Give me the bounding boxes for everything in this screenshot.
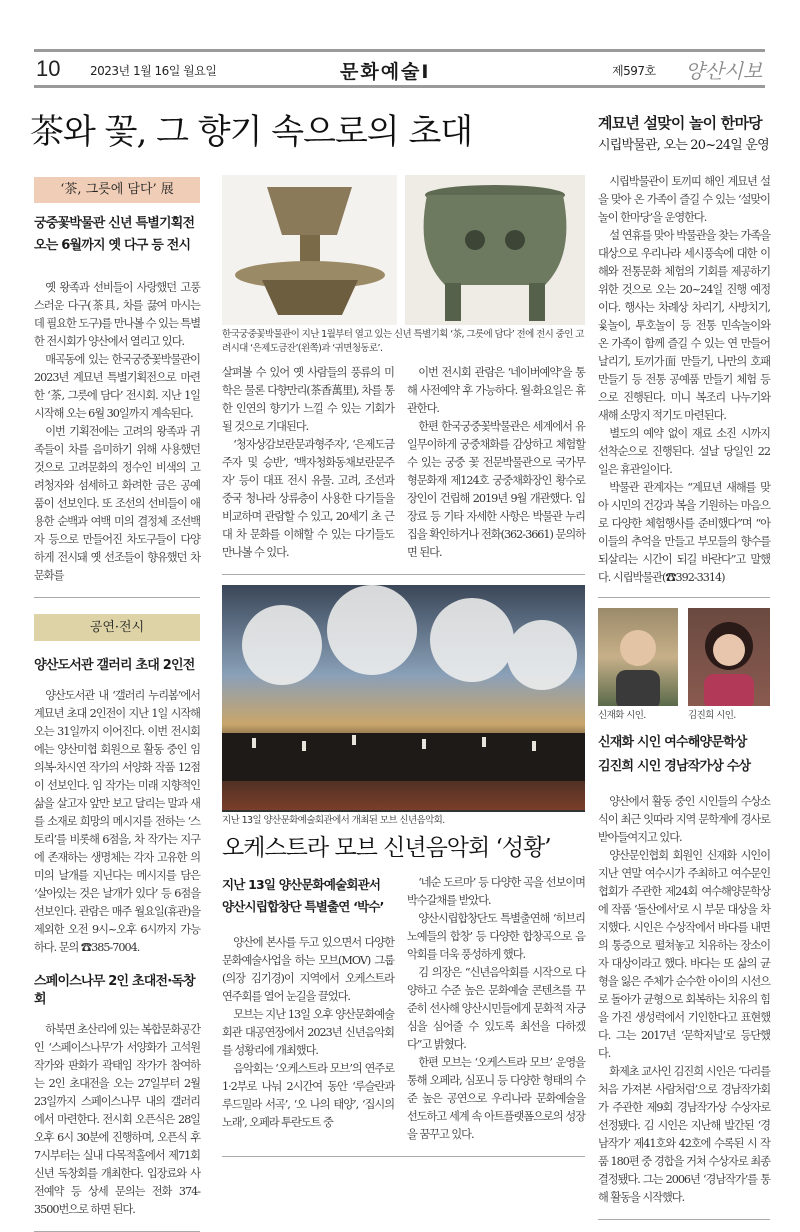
paragraph: 매곡동에 있는 한국궁중꽃박물관이 2023년 계묘년 특별기획전으로 마련한 ‘茶, 그릇에 담다’ 전시회. 지난 1일 시작해 오는 6월 30일까지 계속된다.	[34, 353, 200, 420]
paragraph: 옛 왕족과 선비들이 사랑했던 고풍스러운 다구(茶具, 차를 끓여 마시는 데 필요한 도구)를 만나볼 수 있는 특별한 전시회가 양산에서 열리고 있다.	[34, 281, 200, 348]
paragraph: 김 의장은 “신년음악회를 시작으로 다양하고 수준 높은 문화예술 콘텐츠를 꾸준히 선사해 양산시민들에게 문화적 자긍심을 심어줄 수 있도록 최선을 다하겠다”고 밝혔다.	[407, 966, 585, 1051]
page-number: 10	[36, 56, 61, 81]
section-label-exhibition: 공연·전시	[34, 614, 200, 641]
issue-number: 제597호	[612, 64, 656, 78]
poet-caption-right: 김진희 시인.	[688, 710, 736, 721]
lead-text-columns	[222, 364, 585, 562]
paragraph: 설 연휴를 맞아 박물관을 찾는 가족을 대상으로 우리나라 세시풍속에 대한 이해와 전통문화 체험의 기회를 제공하기 위한 것으로 오는 20~24일 진행 예정이다. 행사는 차례상 차리기, 사방치기, 윷놀이, 투호놀이 등 전통 민속놀이와 온 가족이 함께 즐길 수 있는 연 만들어 날리기, 토끼가面 만들기, 나만의 호패 만들기 등 전통 공예품 만들기 체험 등으로 진행된다. 미니 복조리 나누기와 새해 소망지 적기도 마련된다.	[598, 229, 770, 422]
lead-subtitle-line: 오는 6월까지 옛 다구 등 전시	[34, 238, 191, 253]
poet-photos	[598, 608, 770, 723]
poets-title	[598, 731, 770, 779]
right-column	[598, 112, 770, 1220]
paragraph: 살펴볼 수 있어 옛 사람들의 풍류의 미학은 물론 다향만리(茶香萬里), 차를 통한 인연의 향기가 느낄 수 있는 기회가 될 것으로 기대된다.	[222, 366, 394, 433]
seollal-body	[598, 173, 770, 587]
divider	[598, 597, 770, 598]
concert-photo	[222, 585, 585, 810]
paragraph: 시립박물관이 토끼띠 해인 계묘년 설을 맞아 온 가족이 즐길 수 있는 ‘설맞이 놀이 한마당’을 운영한다.	[598, 175, 770, 224]
paragraph: 이번 기획전에는 고려의 왕족과 귀족들이 차를 음미하기 위해 사용했던 것으로 고려문화의 정수인 비색의 고려청자와 섬세하고 화려한 금은 공예품이 선보인다. 또 조선의 선비들이 애용한 순백과 여백 미의 결정체 조선백자 등으로 만들어진 차도구들이 다양하게 전시돼 옛 선조들이 향유했던 차 문화를	[34, 425, 200, 582]
header-rule-top	[34, 49, 765, 52]
concert-left	[222, 874, 394, 1132]
paragraph: 한편 모브는 ‘오케스트라 모브’ 운영을 통해 오페라, 심포니 등 다양한 형태의 수준 높은 공연으로 우리나라 문화예술을 선도하고 세계 속 아트플랫폼으로의 성장을 꿈꾸고 있다.	[407, 1056, 585, 1141]
concert-title: 오케스트라 모브 신년음악회 ‘성황’	[222, 835, 551, 861]
paragraph: 양산도서관 내 ‘갤러리 누리봄’에서 계묘년 초대 2인전이 지난 1일 시작해 오는 31일까지 이어진다. 이번 전시회에는 양산미협 회원으로 활동 중인 임의복·차시연 작가의 서양화 작품 12점이 선보인다. 임 작가는 미래 지향적인 삶을 살고자 앞만 보고 달리는 말과 새를 소재로 희망의 메시지를 전하는 ‘스토리’를 비롯해 6점을, 차 작가는 지구에 존재하는 생명체는 각자 고유한 의미의 날개를 지닌다는 메시지를 담은 ‘살아있는 것은 날개가 있다’ 등 6점을 선보인다. 관람은 매주 월요일(휴관)을 제외한 오전 9시~오후 6시까지 가능하다. 문의 ☎385-7004.	[34, 689, 200, 954]
paragraph: 한편 한국궁중꽃박물관은 세계에서 유일무이하게 궁중채화를 감상하고 체험할 수 있는 궁중 꽃 전문박물관으로 국가무형문화재 제124호 궁중채화장인 황수로 장인이 건립해 2019년 9월 개관했다. 입장료 등 기타 자세한 사항은 박물관 누리집을 확인하거나 전화(362-3661) 문의하면 된다.	[407, 420, 585, 559]
lead-photo-caption: 한국궁중꽃박물관이 지난 1월부터 열고 있는 신년 특별기획 ‘茶, 그릇에 담다’ 전에 전시 중인 고려시대 ‘은제도금잔’(왼쪽)과 ‘귀면청동로’.	[222, 329, 584, 354]
header-rule-bottom	[34, 85, 765, 88]
poets-title-line: 신재화 시인 여수해양문학상	[598, 735, 747, 750]
concert-column-1	[222, 934, 394, 1132]
exhibit-title-1: 양산도서관 갤러리 초대 2인전	[34, 658, 195, 673]
paragraph: 화제초 교사인 김진희 시인은 ‘다리를 처음 가져본 사람처럼’으로 경남작가회가 주관한 제9회 경남작가상 수상자로 선정됐다. 김 시인은 지난해 발간된 ‘경남작가’ 제41호와 42호에 수록된 시 작품 180편 중 경합을 거쳐 수상자로 최종 결정됐다. 그는 2006년 ‘경남작가’를 통해 활동을 시작했다.	[598, 1065, 770, 1204]
middle-column	[222, 175, 585, 1157]
paragraph: ‘네순 도르마’ 등 다양한 곡을 선보이며 박수갈채를 받았다.	[407, 876, 585, 907]
paragraph: 하북면 초산리에 있는 복합문화공간인 ‘스페이스나무’가 서양화가 고석원 작가와 판화가 곽태임 작가가 참여하는 2인 초대전을 오는 27일부터 2월 23일까지 스페이스나무 내의 갤러리에서 마련한다. 전시회 오픈식은 28일 오후 6시 30분에 진행하며, 오픈식 후 7시부터는 실내 다목적홀에서 제71회 신년 독창회를 개최한다. 입장료와 사전예약 등 상세 문의는 전화 374-3500번으로 하면 된다.	[34, 1023, 200, 1216]
poet-kim	[688, 608, 770, 723]
section-name: 문화예술Ⅰ	[340, 61, 431, 83]
issue-date: 2023년 1월 16일 월요일	[90, 64, 217, 78]
concert-subtitle-line: 양산시립합창단 특별출연 ‘박수’	[222, 899, 384, 914]
lead-tag: ‘茶, 그릇에 담다’ 展	[34, 177, 200, 203]
paragraph: 양산문인협회 회원인 신재화 시인이 지난 연말 여수시가 주최하고 여수문인협회가 주관한 제24회 여수해양문학상에 작품 ‘돌산에서’로 시 부문 대상을 차지했다. 시인은 수상작에서 바다를 내면의 통증으로 펼쳐놓고 치유하는 장소이자 대상이라고 했다. 바다는 또 삶의 균형을 잃은 주체가 순수한 아이의 시선으로 돌아가 균형으로 회복하는 치유의 힘을 가진 생성력에서 기인한다고 표현했다. 그는 2017년 ‘문학저널’로 등단했다.	[598, 849, 770, 1060]
poet-shin	[598, 608, 678, 723]
exhibit-body-1	[34, 687, 200, 957]
paragraph: ‘청자상감보란문과형주자’, ‘은제도금주자 및 승반’, ‘백자청화동채보란문주자’ 등이 대표 전시 유물. 고려, 조선과 중국 청나라 상류층이 사용한 다기들을 비교하며 관람할 수 있고, 20세기 초 근대 차 문화를 이해할 수 있는 다기들도 만나볼 수 있다.	[222, 438, 394, 559]
lead-column-1	[34, 279, 200, 585]
exhibit-body-2	[34, 1021, 200, 1219]
poet-shin-photo	[598, 608, 678, 706]
lead-subtitle	[34, 213, 200, 257]
paragraph: 이번 전시회 관람은 ‘네이버예약’을 통해 사전예약 후 가능하다. 월·화요일은 휴관한다.	[407, 366, 585, 415]
incense-burner-image	[405, 175, 585, 325]
poet-kim-photo	[688, 608, 770, 706]
concert-text-columns	[222, 874, 585, 1144]
exhibit-title-2: 스페이스나무 2인 초대전·독창회	[34, 974, 195, 1007]
paragraph: 양산시립합창단도 특별출연해 ‘히브리 노예들의 합창’ 등 다양한 합창곡으로 음악회를 더욱 풍성하게 했다.	[407, 912, 585, 961]
concert-column-2	[407, 874, 585, 1144]
paragraph: 박물관 관계자는 “계묘년 새해를 맞아 시민의 건강과 복을 기원하는 마음으로 다양한 체험행사를 준비했다”며 “아이들의 추억을 만들고 부모들의 향수를 되살리는 시간이 되길 바란다”고 말했다. 시립박물관(☎392-3314)	[598, 481, 770, 584]
divider	[34, 597, 200, 598]
orchestra-image	[222, 585, 585, 810]
tea-cup-image	[222, 175, 397, 325]
masthead-logo: 양산시보	[685, 59, 763, 83]
poet-portrait	[688, 608, 770, 706]
poet-caption-left: 신재화 시인.	[598, 710, 646, 721]
seollal-subtitle: 시립박물관, 오는 20~24일 운영	[598, 138, 769, 153]
lead-photos	[222, 175, 585, 325]
paragraph: 별도의 예약 없이 재료 소진 시까지 선착순으로 진행된다. 설날 당일인 22일은 휴관일이다.	[598, 427, 770, 476]
paragraph: 양산에 본사를 두고 있으면서 다양한 문화예술사업을 하는 모브(MOV) 그룹(의장 김기경)이 지역에서 오케스트라 연주회를 열어 눈길을 끌었다.	[222, 936, 394, 1003]
incense-burner-photo	[405, 175, 585, 325]
divider	[222, 810, 585, 812]
paragraph: 음악회는 ‘오케스트라 모브’의 연주로 1·2부로 나눠 2시간여 동안 ‘루슬란과 루드밀라 서곡’, ‘오 나의 태양’, ‘집시의 노래’, 오페라 투란도트 중	[222, 1062, 394, 1129]
left-column	[34, 177, 200, 1232]
concert-subtitle	[222, 874, 394, 918]
divider	[222, 1156, 585, 1157]
lead-title: 茶와 꽃, 그 향기 속으로의 초대	[30, 112, 473, 152]
divider	[222, 574, 585, 575]
poets-body	[598, 793, 770, 1207]
seollal-title: 계묘년 설맞이 놀이 한마당	[598, 114, 762, 132]
paragraph: 모브는 지난 13일 오후 양산문화예술회관 대공연장에서 2023년 신년음악회를 성황리에 개최했다.	[222, 1008, 394, 1057]
lead-subtitle-line: 궁중꽃박물관 신년 특별기획전	[34, 216, 195, 231]
lead-column-3	[407, 364, 585, 562]
concert-subtitle-line: 지난 13일 양산문화예술회관서	[222, 877, 381, 892]
paragraph: 양산에서 활동 중인 시인들의 수상소식이 최근 잇따라 지역 문학계에 경사로 받아들여지고 있다.	[598, 795, 770, 844]
tea-cup-photo	[222, 175, 397, 325]
poet-portrait	[598, 608, 678, 706]
lead-column-2	[222, 364, 394, 562]
divider	[598, 1219, 770, 1220]
poets-title-line: 김진희 시인 경남작가상 수상	[598, 759, 751, 774]
concert-photo-caption: 지난 13일 양산문화예술회관에서 개최된 모브 신년음악회.	[222, 815, 445, 826]
